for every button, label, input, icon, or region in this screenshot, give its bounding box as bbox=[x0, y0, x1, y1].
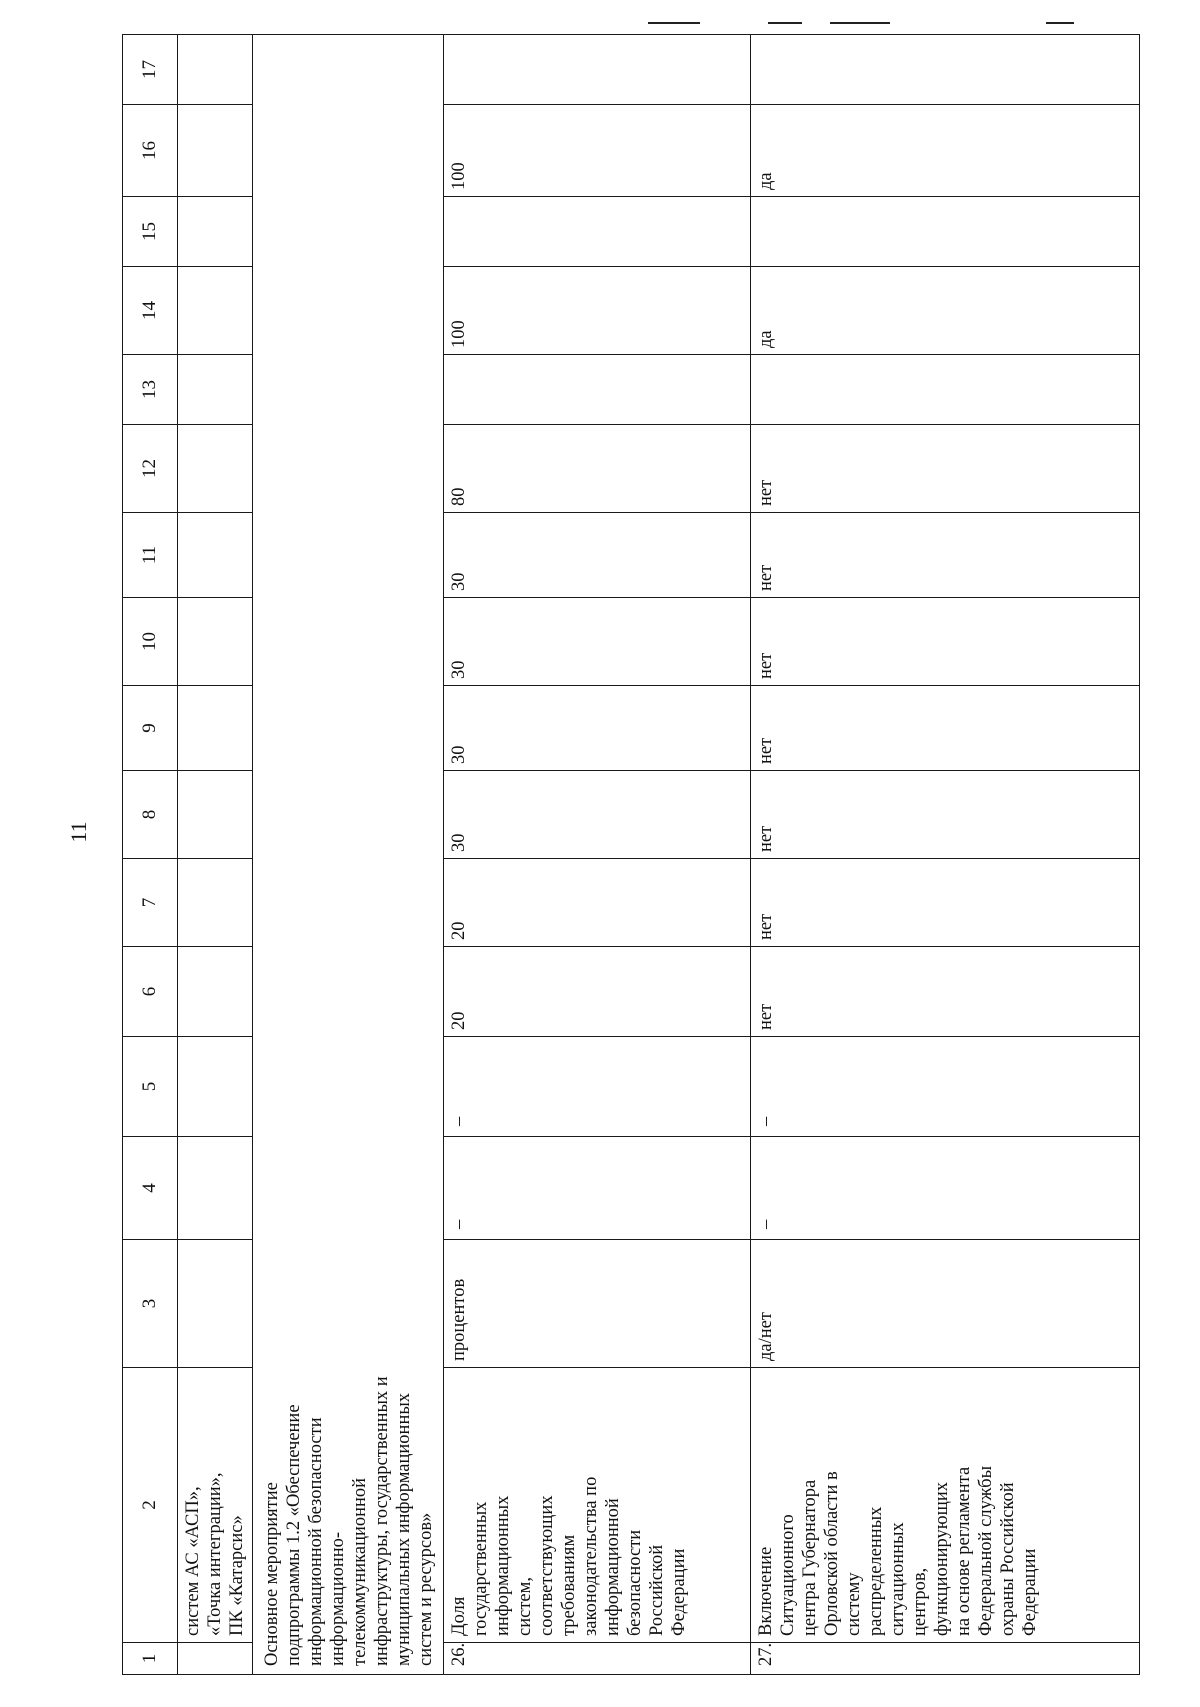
value-cell: да bbox=[751, 267, 1140, 355]
text-line: центров, bbox=[910, 1567, 930, 1636]
section-title: Основное мероприятие подпрограммы 1.2 «Обеспечение информационной безопасности информационно-телекоммуникационной инфраструктуры, государственных и муниципальных информационных систем и ресурсов» bbox=[253, 1368, 444, 1675]
col-header: 8 bbox=[123, 771, 178, 859]
value-cell: да bbox=[751, 105, 1140, 197]
col-header: 16 bbox=[123, 105, 178, 197]
text-line: ПК «Катарсис» bbox=[227, 1515, 247, 1636]
text-line: Федерации bbox=[1020, 1548, 1040, 1636]
table-cell bbox=[178, 1240, 253, 1368]
value-cell: нет bbox=[751, 859, 1140, 947]
col-header: 1 bbox=[123, 1643, 178, 1675]
col-header: 13 bbox=[123, 355, 178, 425]
section-title-spacer bbox=[253, 35, 444, 1368]
text-line: систем АС «АСП», bbox=[183, 1486, 203, 1636]
value-cell: 20 bbox=[444, 859, 751, 947]
text-line: безопасности bbox=[625, 1529, 645, 1636]
table-cell bbox=[178, 1037, 253, 1137]
indicators-table bbox=[122, 34, 1140, 1675]
text-line: Российской bbox=[647, 1544, 667, 1636]
value-cell bbox=[751, 355, 1140, 425]
table-cell bbox=[178, 686, 253, 771]
value-cell: 20 bbox=[444, 947, 751, 1037]
unit-cell: да/нет bbox=[751, 1240, 1140, 1368]
indicator-name-cell bbox=[444, 1368, 751, 1643]
value-cell: нет bbox=[751, 947, 1140, 1037]
value-cell bbox=[751, 35, 1140, 105]
text-line: Федерации bbox=[669, 1548, 689, 1636]
table-cell bbox=[178, 598, 253, 686]
text-line: Доля bbox=[449, 1596, 469, 1636]
text-line: ситуационных bbox=[888, 1522, 908, 1636]
text-line: Орловской области в bbox=[822, 1471, 842, 1636]
value-cell: нет bbox=[751, 425, 1140, 513]
indicator-name-cell bbox=[178, 1368, 253, 1643]
value-cell: – bbox=[751, 1137, 1140, 1240]
table-cell bbox=[178, 267, 253, 355]
value-cell bbox=[751, 197, 1140, 267]
col-header: 15 bbox=[123, 197, 178, 267]
header-rules bbox=[0, 16, 1200, 28]
col-header: 14 bbox=[123, 267, 178, 355]
value-cell: – bbox=[444, 1137, 751, 1240]
col-header: 12 bbox=[123, 425, 178, 513]
col-header: 2 bbox=[123, 1368, 178, 1643]
table-cell bbox=[178, 859, 253, 947]
table-cell bbox=[178, 355, 253, 425]
text-line: охраны Российской bbox=[998, 1482, 1018, 1636]
unit-cell: процентов bbox=[444, 1240, 751, 1368]
table-cell bbox=[178, 513, 253, 598]
table-cell bbox=[178, 947, 253, 1037]
col-header: 7 bbox=[123, 859, 178, 947]
value-cell bbox=[444, 197, 751, 267]
value-cell bbox=[444, 355, 751, 425]
col-header: 9 bbox=[123, 686, 178, 771]
table-cell bbox=[178, 771, 253, 859]
col-header: 11 bbox=[123, 513, 178, 598]
value-cell: – bbox=[751, 1037, 1140, 1137]
text-line: Ситуационного bbox=[778, 1514, 798, 1636]
text-line: на основе регламента bbox=[954, 1466, 974, 1636]
value-cell: нет bbox=[751, 686, 1140, 771]
col-header: 5 bbox=[123, 1037, 178, 1137]
table-cell bbox=[178, 425, 253, 513]
value-cell bbox=[444, 35, 751, 105]
continuation-row bbox=[178, 35, 253, 1675]
value-cell: 30 bbox=[444, 513, 751, 598]
text-line: центра Губернатора bbox=[800, 1479, 820, 1636]
text-line: распределенных bbox=[866, 1506, 886, 1636]
text-line: «Точка интеграции», bbox=[205, 1472, 225, 1636]
row-number: 26. bbox=[444, 1643, 751, 1675]
text-line: функционирующих bbox=[932, 1482, 952, 1636]
table-cell bbox=[178, 105, 253, 197]
table-row bbox=[751, 35, 1140, 1675]
text-line: законодательства по bbox=[581, 1476, 601, 1636]
value-cell: нет bbox=[751, 771, 1140, 859]
page-number: 11 bbox=[66, 821, 91, 843]
value-cell: нет bbox=[751, 513, 1140, 598]
value-cell: 30 bbox=[444, 598, 751, 686]
text-line: информационной bbox=[603, 1498, 623, 1636]
value-cell: 30 bbox=[444, 771, 751, 859]
text-line: Включение bbox=[756, 1546, 776, 1636]
text-line: Федеральной службы bbox=[976, 1465, 996, 1636]
text-line: информационных bbox=[493, 1495, 513, 1636]
text-line: систем, bbox=[515, 1577, 535, 1636]
col-header: 3 bbox=[123, 1240, 178, 1368]
table-cell bbox=[178, 1137, 253, 1240]
table-cell bbox=[178, 35, 253, 105]
table-cell bbox=[178, 1643, 253, 1675]
text-line: систему bbox=[844, 1572, 864, 1636]
column-number-row bbox=[123, 35, 178, 1675]
col-header: 17 bbox=[123, 35, 178, 105]
value-cell: 100 bbox=[444, 267, 751, 355]
text-line: требованиям bbox=[559, 1534, 579, 1636]
section-row bbox=[253, 35, 444, 1675]
indicator-name-cell bbox=[751, 1368, 1140, 1643]
row-number: 27. bbox=[751, 1643, 1140, 1675]
value-cell: 80 bbox=[444, 425, 751, 513]
text-line: государственных bbox=[471, 1501, 491, 1636]
table-row bbox=[444, 35, 751, 1675]
table-cell bbox=[178, 197, 253, 267]
col-header: 4 bbox=[123, 1137, 178, 1240]
rotated-table-wrapper bbox=[122, 35, 1078, 1675]
value-cell: 30 bbox=[444, 686, 751, 771]
text-line: соответствующих bbox=[537, 1495, 557, 1636]
value-cell: – bbox=[444, 1037, 751, 1137]
col-header: 10 bbox=[123, 598, 178, 686]
value-cell: нет bbox=[751, 598, 1140, 686]
value-cell: 100 bbox=[444, 105, 751, 197]
col-header: 6 bbox=[123, 947, 178, 1037]
